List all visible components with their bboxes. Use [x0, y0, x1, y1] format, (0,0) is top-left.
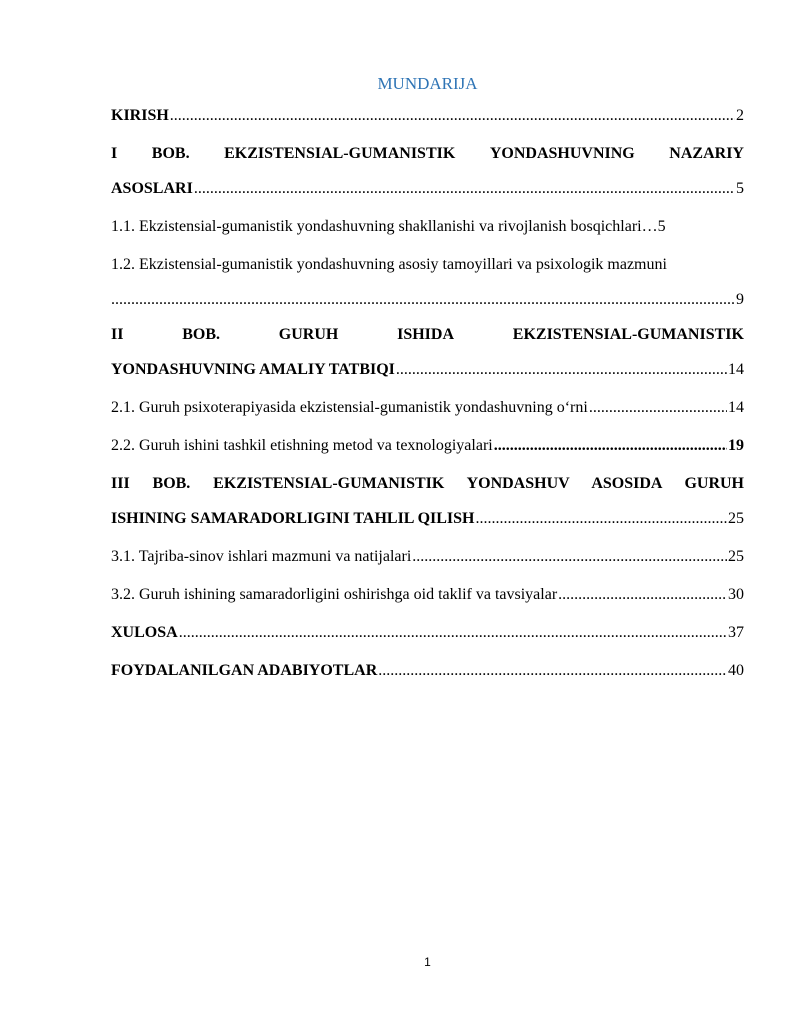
leader-dots	[179, 621, 727, 645]
toc-page: 37	[728, 624, 744, 641]
toc-entry-chapter-3-line1[interactable]	[111, 472, 744, 496]
toc-label: YONDASHUVNING AMALIY TATBIQI	[111, 361, 395, 378]
toc-page: 40	[728, 662, 744, 679]
toc-label: ISHINING SAMARADORLIGINI TAHLIL QILISH	[111, 510, 475, 527]
table-of-contents	[111, 104, 744, 683]
leader-dots	[412, 545, 727, 569]
toc-word: YONDASHUVNING	[489, 145, 635, 162]
toc-entry-kirish[interactable]	[111, 104, 744, 128]
toc-label: 1.2. Ekzistensial-gumanistik yondashuvning asosiy tamoyillari va psixologik mazmuni	[111, 256, 667, 273]
leader-dots	[494, 434, 727, 458]
leader-dots	[476, 507, 728, 531]
toc-title: MUNDARIJA	[377, 74, 478, 93]
toc-label: 2.2. Guruh ishini tashkil etishning metod va texnologiyalari	[111, 437, 493, 454]
toc-entry-chapter-1-line1[interactable]	[111, 142, 744, 166]
toc-word: ISHIDA	[397, 326, 455, 343]
page-number: 1	[424, 955, 431, 969]
leader-dots	[111, 288, 735, 312]
toc-page: 5	[736, 180, 744, 197]
toc-word: II	[111, 326, 124, 343]
toc-entry-2-2[interactable]	[111, 434, 744, 458]
toc-entry-3-1[interactable]	[111, 545, 744, 569]
leader-dots	[396, 358, 727, 382]
toc-entry-1-1[interactable]	[111, 215, 744, 239]
leader-dots	[194, 177, 735, 201]
toc-word: NAZARIY	[669, 145, 744, 162]
toc-entry-adabiyotlar[interactable]	[111, 659, 744, 683]
toc-label: XULOSA	[111, 624, 178, 641]
toc-label: III BOB. EKZISTENSIAL-GUMANISTIK YONDASHUV ASOSIDA GURUH	[111, 475, 744, 492]
toc-word: GURUH	[278, 326, 339, 343]
toc-label: 3.1. Tajriba-sinov ishlari mazmuni va natijalari	[111, 548, 412, 565]
leader-dots	[558, 583, 727, 607]
toc-word: EKZISTENSIAL-GUMANISTIK	[512, 326, 744, 343]
toc-page: 2	[736, 107, 744, 124]
toc-label: 1.1. Ekzistensial-gumanistik yondashuvning shakllanishi va rivojlanish bosqichlari…	[111, 218, 658, 235]
toc-page: 14	[728, 399, 744, 416]
toc-label: 3.2. Guruh ishining samaradorligini oshirishga oid taklif va tavsiyalar	[111, 586, 558, 603]
toc-entry-xulosa[interactable]	[111, 621, 744, 645]
toc-entry-1-2-line2[interactable]	[111, 288, 744, 312]
toc-page: 19	[728, 437, 744, 454]
leader-dots	[170, 104, 735, 128]
toc-entry-chapter-1-line2[interactable]	[111, 177, 744, 201]
toc-label: 2.1. Guruh psixoterapiyasida ekzistensial-gumanistik yondashuvning o‘rni	[111, 399, 588, 416]
toc-label: FOYDALANILGAN ADABIYOTLAR	[111, 662, 378, 679]
toc-entry-chapter-3-line2[interactable]	[111, 507, 744, 531]
toc-word: EKZISTENSIAL-GUMANISTIK	[224, 145, 456, 162]
toc-page: 30	[728, 586, 744, 603]
toc-page: 25	[728, 548, 744, 565]
toc-entry-3-2[interactable]	[111, 583, 744, 607]
leader-dots	[378, 659, 727, 683]
toc-word: BOB.	[182, 326, 221, 343]
toc-label: ASOSLARI	[111, 180, 193, 197]
toc-entry-2-1[interactable]	[111, 396, 744, 420]
toc-entry-chapter-2-line1[interactable]	[111, 323, 744, 347]
toc-entry-chapter-2-line2[interactable]	[111, 358, 744, 382]
toc-label: KIRISH	[111, 107, 169, 124]
toc-page: 14	[728, 361, 744, 378]
toc-page: 25	[728, 510, 744, 527]
toc-page: 5	[657, 218, 666, 235]
toc-word: BOB.	[151, 145, 190, 162]
toc-page: 9	[736, 291, 744, 308]
toc-word: I	[111, 145, 118, 162]
toc-entry-1-2-line1[interactable]	[111, 253, 744, 277]
leader-dots	[589, 396, 727, 420]
